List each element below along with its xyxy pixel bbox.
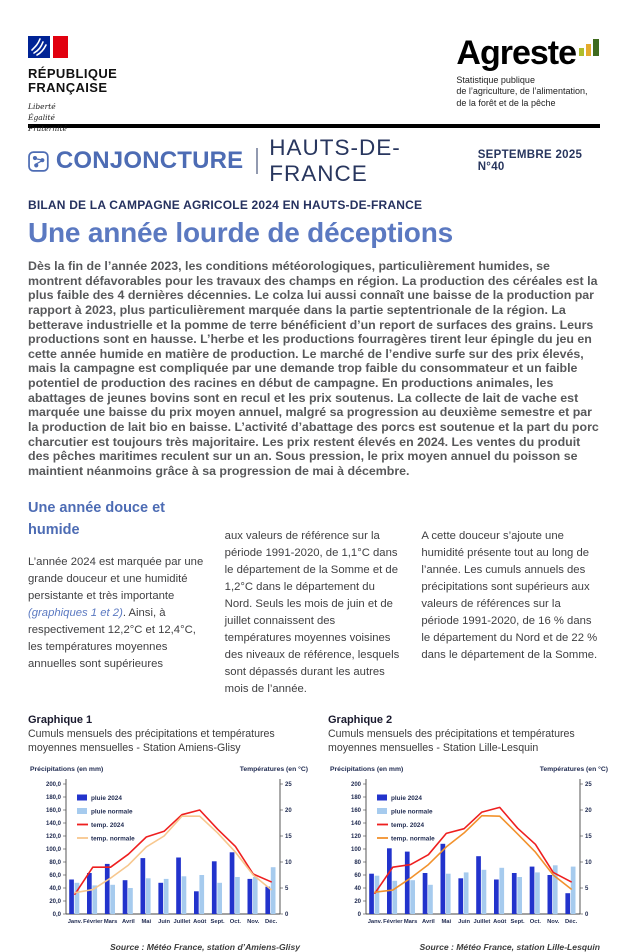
svg-text:Mars: Mars [103, 918, 118, 925]
svg-text:Sept.: Sept. [210, 918, 225, 925]
svg-text:Janv.: Janv. [367, 918, 383, 925]
svg-text:60,0: 60,0 [49, 872, 61, 879]
svg-text:Mars: Mars [403, 918, 418, 925]
svg-text:60: 60 [354, 872, 361, 879]
column-1-text-after: . Ainsi, à respectivement 12,2°C et 12,4°C, les températures moyennes annuelles sont supérieures [28, 606, 196, 670]
svg-text:140: 140 [350, 820, 361, 827]
motto: Liberté Égalité Fraternité [28, 101, 67, 134]
section-heading: Une année douce et humide [28, 500, 165, 539]
svg-text:Avril: Avril [422, 918, 435, 925]
header [28, 34, 600, 134]
agreste-logo [456, 34, 600, 110]
agreste-bars-icon [578, 38, 600, 62]
figure-2-title: Cumuls mensuels des précipitations et températures moyennes mensuelles - Station Lille-Lesquin [328, 727, 575, 754]
svg-text:160: 160 [350, 807, 361, 814]
svg-text:pluie normale: pluie normale [91, 808, 133, 816]
svg-text:pluie 2024: pluie 2024 [391, 794, 422, 802]
svg-text:Janv.: Janv. [67, 918, 83, 925]
svg-text:180,0: 180,0 [45, 794, 61, 801]
conjoncture-network-icon [28, 150, 49, 173]
svg-text:temp. 2024: temp. 2024 [391, 821, 425, 829]
svg-text:120: 120 [350, 833, 361, 840]
svg-text:Déc.: Déc. [564, 918, 578, 925]
svg-text:10: 10 [285, 859, 292, 866]
chart-graphique-1 [28, 774, 310, 941]
svg-text:Février: Février [383, 918, 403, 925]
svg-text:10: 10 [585, 859, 592, 866]
svg-text:Juillet: Juillet [173, 918, 191, 925]
svg-text:20: 20 [585, 807, 592, 814]
svg-text:100,0: 100,0 [45, 846, 61, 853]
banner [28, 135, 600, 187]
figure-1-title: Cumuls mensuels des précipitations et températures moyennes mensuelles - Station Amiens-Glisy [28, 727, 275, 754]
figure-1-label: Graphique 1 [28, 713, 93, 726]
svg-text:5: 5 [285, 885, 289, 892]
svg-text:Mai: Mai [441, 918, 452, 925]
svg-text:Nov.: Nov. [247, 918, 260, 925]
svg-text:40: 40 [354, 885, 361, 892]
svg-text:0: 0 [285, 911, 289, 918]
svg-text:25: 25 [585, 781, 592, 788]
conjoncture-wordmark: CONJONCTURE [55, 147, 244, 174]
column-1-text: L’année 2024 est marquée par une grande douceur et une humidité persistante et très importante [28, 555, 204, 602]
region-name: HAUTS-DE-FRANCE [269, 135, 401, 186]
kicker: BILAN DE LA CAMPAGNE AGRICOLE 2024 EN HAUTS-DE-FRANCE [28, 198, 423, 212]
svg-text:25: 25 [285, 781, 292, 788]
chart-canvas [28, 774, 310, 936]
svg-text:200: 200 [350, 781, 361, 788]
lead-paragraph: Dès la fin de l’année 2023, les conditions météorologiques, particulièrement humides, se montrent défavorables pour les travaux des champs en région. La production des céréales est la plus faible des 4 dernières décennies. Le colza lui aussi connaît une baisse de la production par rapport à 2023, plus particulièrement marquée dans la partie septentrionale de la région. La betterave industrielle et la pomme de terre bénéficient d’un report de surfaces des grains. Leurs productions sont en hausse. L’herbe et les productions fourragères tirent leur épingle du jeu en cette année humide en matière de production. Le marché de l’endive surfe sur des prix élevés, mais la campagne est compliquée par une demande trop faible du consommateur et un faible potentiel de production des racines en début de campagne. En productions animales, les abattages de jeunes bovins sont en recul et les prix soutenus. La collecte de lait de vache est marquée une baisse du prix moyen annuel, malgré sa progression au deuxième semestre et par la production de lait bio en baisse. L’activité d’abattage des porcs est soutenue et la part du porc charcutier est toujours très majoritaire. Les prix restent élevés en 2024. Les ventes du produit des pêches maritimes reculent sur un an. Sous pression, le prix moyen annuel du poisson se maintient néanmoins grâce à sa progression de mai à décembre. [28, 259, 599, 478]
svg-text:180: 180 [350, 794, 361, 801]
republique-text: RÉPUBLIQUE FRANÇAISE [28, 66, 118, 96]
figure-2-axis-titles [328, 766, 610, 773]
svg-text:temp. normale: temp. normale [91, 835, 135, 843]
svg-text:Avril: Avril [122, 918, 135, 925]
svg-text:0: 0 [585, 911, 589, 918]
svg-text:Février: Février [83, 918, 103, 925]
svg-text:20: 20 [285, 807, 292, 814]
graphiques-link[interactable]: (graphiques 1 et 2) [28, 606, 123, 619]
svg-text:40,0: 40,0 [49, 885, 61, 892]
page-title: Une année lourde de déceptions [28, 217, 453, 248]
svg-text:200,0: 200,0 [45, 781, 61, 788]
svg-text:Juin: Juin [158, 918, 171, 925]
svg-text:120,0: 120,0 [45, 833, 61, 840]
banner-divider [256, 148, 258, 174]
agreste-subtitle: Statistique publique de l’agriculture, de l’alimentation, de la forêt et de la pêche [456, 74, 588, 108]
republique-francaise-logo [28, 36, 117, 134]
svg-text:5: 5 [585, 885, 589, 892]
svg-text:140,0: 140,0 [45, 820, 61, 827]
figure-1-left-axis-title: Précipitations (en mm) [30, 765, 104, 773]
svg-text:160,0: 160,0 [45, 807, 61, 814]
column-2-text: aux valeurs de référence sur la période 1991-2020, de 1,1°C dans le département de la Somme et de 1,2°C dans le département du Nord. Seuls les mois de juin et de juillet connaissent des températures moyennes voisines des niveaux de référence, lesquels sont dépassés durant les autres mois de l’année. [224, 530, 400, 695]
svg-text:15: 15 [585, 833, 592, 840]
figure-1-right-axis-title: Températures (en °C) [239, 765, 308, 773]
svg-text:0,0: 0,0 [52, 911, 61, 918]
svg-text:Déc.: Déc. [264, 918, 278, 925]
column-3-text: A cette douceur s’ajoute une humidité présente tout au long de l’année. Les cumuls annuels des précipitations sont supérieurs aux valeurs de références sur la période 1991-2020, de 16 % dans le département du Nord et de 22 % dans le département de la Somme. [421, 530, 598, 661]
figure-graphique-2 [328, 714, 610, 952]
french-flag-icon [28, 36, 68, 58]
column-2 [225, 498, 404, 697]
svg-text:Sept.: Sept. [510, 918, 525, 925]
figure-2-source: Source : Météo France, station Lille-Lesquin [419, 941, 600, 952]
svg-text:Août: Août [493, 918, 507, 925]
issue-date-number: SEPTEMBRE 2025 N°40 [477, 149, 583, 173]
chart-canvas [328, 774, 610, 936]
figure-2-left-axis-title: Précipitations (en mm) [330, 765, 404, 773]
figure-graphique-1 [28, 714, 310, 952]
agreste-wordmark: Agreste [456, 34, 576, 72]
figure-1-axis-titles [28, 766, 310, 773]
svg-text:pluie 2024: pluie 2024 [91, 794, 122, 802]
svg-text:Oct.: Oct. [529, 918, 542, 925]
svg-text:Août: Août [193, 918, 207, 925]
svg-text:80: 80 [354, 859, 361, 866]
figures-row [28, 713, 608, 952]
svg-text:temp. 2024: temp. 2024 [91, 821, 125, 829]
column-1 [28, 498, 207, 697]
column-3 [421, 498, 600, 697]
svg-text:temp. normale: temp. normale [391, 835, 435, 843]
svg-text:0: 0 [357, 911, 361, 918]
article-columns [28, 498, 600, 697]
svg-text:100: 100 [350, 846, 361, 853]
svg-text:20: 20 [354, 898, 361, 905]
svg-text:Oct.: Oct. [229, 918, 242, 925]
svg-text:15: 15 [285, 833, 292, 840]
svg-text:Mai: Mai [141, 918, 152, 925]
svg-text:80,0: 80,0 [49, 859, 61, 866]
svg-text:Juin: Juin [458, 918, 471, 925]
figure-2-label: Graphique 2 [328, 713, 393, 726]
svg-text:Nov.: Nov. [547, 918, 560, 925]
svg-text:20,0: 20,0 [49, 898, 61, 905]
figure-2-right-axis-title: Températures (en °C) [539, 765, 608, 773]
svg-text:Juillet: Juillet [473, 918, 491, 925]
figure-1-source: Source : Météo France, station d’Amiens-Glisy [109, 941, 300, 952]
svg-text:pluie normale: pluie normale [391, 808, 433, 816]
chart-graphique-2 [328, 774, 610, 941]
